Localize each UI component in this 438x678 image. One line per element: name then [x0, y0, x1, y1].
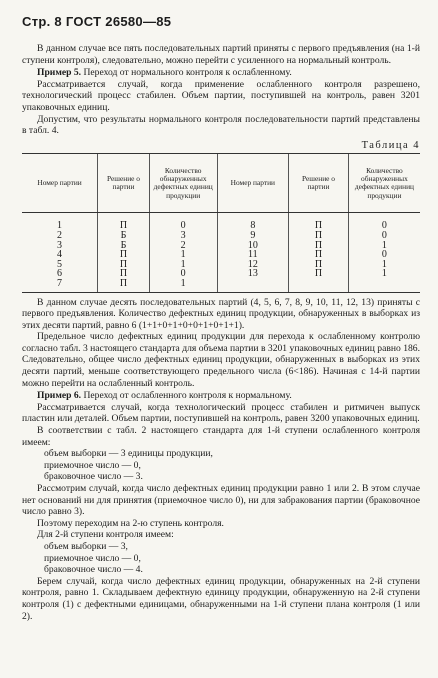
table-cell: П: [98, 260, 150, 270]
list-item: браковочное число — 3.: [44, 471, 143, 483]
table-cell: П: [289, 231, 349, 241]
table-cell: Б: [98, 231, 150, 241]
table-cell: П: [98, 269, 150, 279]
table-cell: П: [289, 260, 349, 270]
table-cell: [289, 279, 349, 292]
table-cell: 1: [348, 260, 420, 270]
plan-list-stage-2: [22, 541, 420, 576]
table-row: [22, 260, 420, 270]
table-cell: 1: [348, 269, 420, 279]
table-cell: 3: [57, 239, 63, 251]
table-cell: [348, 279, 420, 292]
table-row: [22, 269, 420, 279]
table-spacer-row: [22, 213, 420, 222]
table-cell: 1: [149, 260, 217, 270]
table-cell: 6: [57, 268, 63, 280]
table-cell: 9: [217, 231, 289, 241]
column-header: Количество обнаруженных дефектных единиц продукции: [348, 154, 420, 213]
table-cell: 12: [217, 260, 289, 270]
table-row: [22, 279, 420, 292]
paragraph: Для 2-й ступени контроля имеем:: [37, 529, 174, 541]
page-header: [22, 14, 171, 29]
column-header: Номер партии: [22, 154, 98, 213]
table-cell: 1: [348, 241, 420, 251]
list-item: приемочное число — 0,: [44, 459, 141, 471]
table-cell: П: [98, 221, 150, 231]
column-header: Номер партии: [217, 154, 289, 213]
list-item: объем выборки — 3 единицы продукции,: [44, 448, 213, 460]
table-cell: 13: [217, 269, 289, 279]
paragraph: Предельное число дефектных единиц продукции для перехода к ослабленному контролю согласно табл. 3 настоящего стандарта для объема партии в 3201 упаковочных единиц равно 186. Следовательно, общее число дефектных единиц продукции, обнаруженных в выборках из этих десяти партий, меньше соответствующего предельного числа (6<186). Начиная с 14-й партии можно перейти на ослабленный контроль.: [22, 331, 420, 389]
paragraph: В данном случае все пять последовательных партий приняты с первого предъявления (на 1-й ступени контроля), следовательно, можно перейти с усиленного на нормальный контроль.: [22, 43, 420, 66]
table-cell: 2: [57, 229, 63, 241]
table-cell: [217, 279, 289, 292]
list-item: объем выборки — 3,: [44, 540, 128, 552]
table-cell: Б: [98, 241, 150, 251]
list-item: приемочное число — 0,: [44, 552, 141, 564]
table-header-row: [22, 154, 420, 213]
table-title: Таблица 4: [361, 139, 420, 151]
column-header: Количество обнаруженных дефектных единиц продукции: [149, 154, 217, 213]
paragraph: Рассмотрим случай, когда число дефектных единиц продукции равно 1 или 2. В этом случае нет оснований ни для принятия (приемочное число 0), ни для забракования партии (браковочное число равно 3).: [22, 483, 420, 518]
table-cell: П: [289, 221, 349, 231]
paragraph: Поэтому переходим на 2-ю ступень контроля.: [37, 517, 224, 529]
paragraph: В соответствии с табл. 2 настоящего стандарта для 1-й ступени ослабленного контроля имеем:: [22, 425, 420, 448]
column-header: Решение о партии: [98, 154, 150, 213]
document-body: [22, 43, 420, 622]
table-cell: 3: [149, 231, 217, 241]
page-number: Стр. 8: [22, 14, 62, 29]
paragraph: Рассматривается случай, когда технологический процесс стабилен и ритмичен выпуск пластин или деталей. Объем партии, поступившей на контроль, равен 3200 упаковочных единиц.: [22, 401, 420, 425]
paragraph: Рассматривается случай, когда применение ослабленного контроля разрешено, технологический процесс стабилен. Объем партии, поступившей на контроль, равен 3201 упаковочных единиц.: [22, 78, 420, 113]
table-cell: 5: [57, 258, 63, 270]
example-label: Пример 5.: [37, 67, 82, 79]
table-cell: П: [98, 250, 150, 260]
standard-code: ГОСТ 26580—85: [65, 14, 172, 29]
table-cell: 10: [217, 241, 289, 251]
table-cell: П: [98, 279, 150, 292]
table-cell: 0: [348, 250, 420, 260]
table-cell: 1: [149, 279, 217, 292]
table-cell: П: [289, 241, 349, 251]
paragraph: Берем случай, когда число дефектных единиц продукции, обнаруженных на 2-й ступени контроля, равно 1. Складываем дефектную единицу продукции, обнаруженную на 2-й ступени контроля (1) с дефектными единицами, обнаруженными на 1-й ступени плана контроля (1 или 2).: [22, 575, 420, 622]
table-cell: 1: [149, 250, 217, 260]
table-row: [22, 221, 420, 231]
table-cell: 8: [217, 221, 289, 231]
column-header: Решение о партии: [289, 154, 349, 213]
table-row: [22, 231, 420, 241]
example-title: Переход от ослабленного контроля к нормальному.: [81, 390, 292, 402]
table-cell: 2: [149, 241, 217, 251]
example-5-heading: [22, 67, 420, 79]
paragraph: В данном случае десять последовательных партий (4, 5, 6, 7, 8, 9, 10, 11, 12, 13) приняты с первого предъявления. Количество дефектных единиц продукции, обнаруженных в выборках из этих десяти партий, равно 6 (1+1+0+1+0+0+1+0+1+1).: [22, 296, 420, 331]
table-cell: 0: [348, 231, 420, 241]
table-cell: 4: [57, 249, 63, 261]
table-cell: П: [289, 269, 349, 279]
example-6-heading: [22, 390, 420, 402]
table-cell: 1: [57, 220, 63, 232]
table-cell: 0: [348, 221, 420, 231]
example-title: Переход от нормального контроля к ослабленному.: [81, 67, 292, 79]
plan-list-stage-1: [22, 448, 420, 483]
table-4: [22, 153, 420, 292]
example-label: Пример 6.: [37, 390, 82, 402]
table-cell: П: [289, 250, 349, 260]
table-cell: 0: [149, 221, 217, 231]
table-cell: 11: [217, 250, 289, 260]
paragraph: Допустим, что результаты нормального контроля последовательности партий представлены в табл. 4.: [22, 113, 420, 137]
table-cell: 0: [149, 269, 217, 279]
table-row: [22, 250, 420, 260]
table-cell: 7: [22, 279, 98, 292]
table-row: [22, 241, 420, 251]
list-item: браковочное число — 4.: [44, 564, 143, 576]
